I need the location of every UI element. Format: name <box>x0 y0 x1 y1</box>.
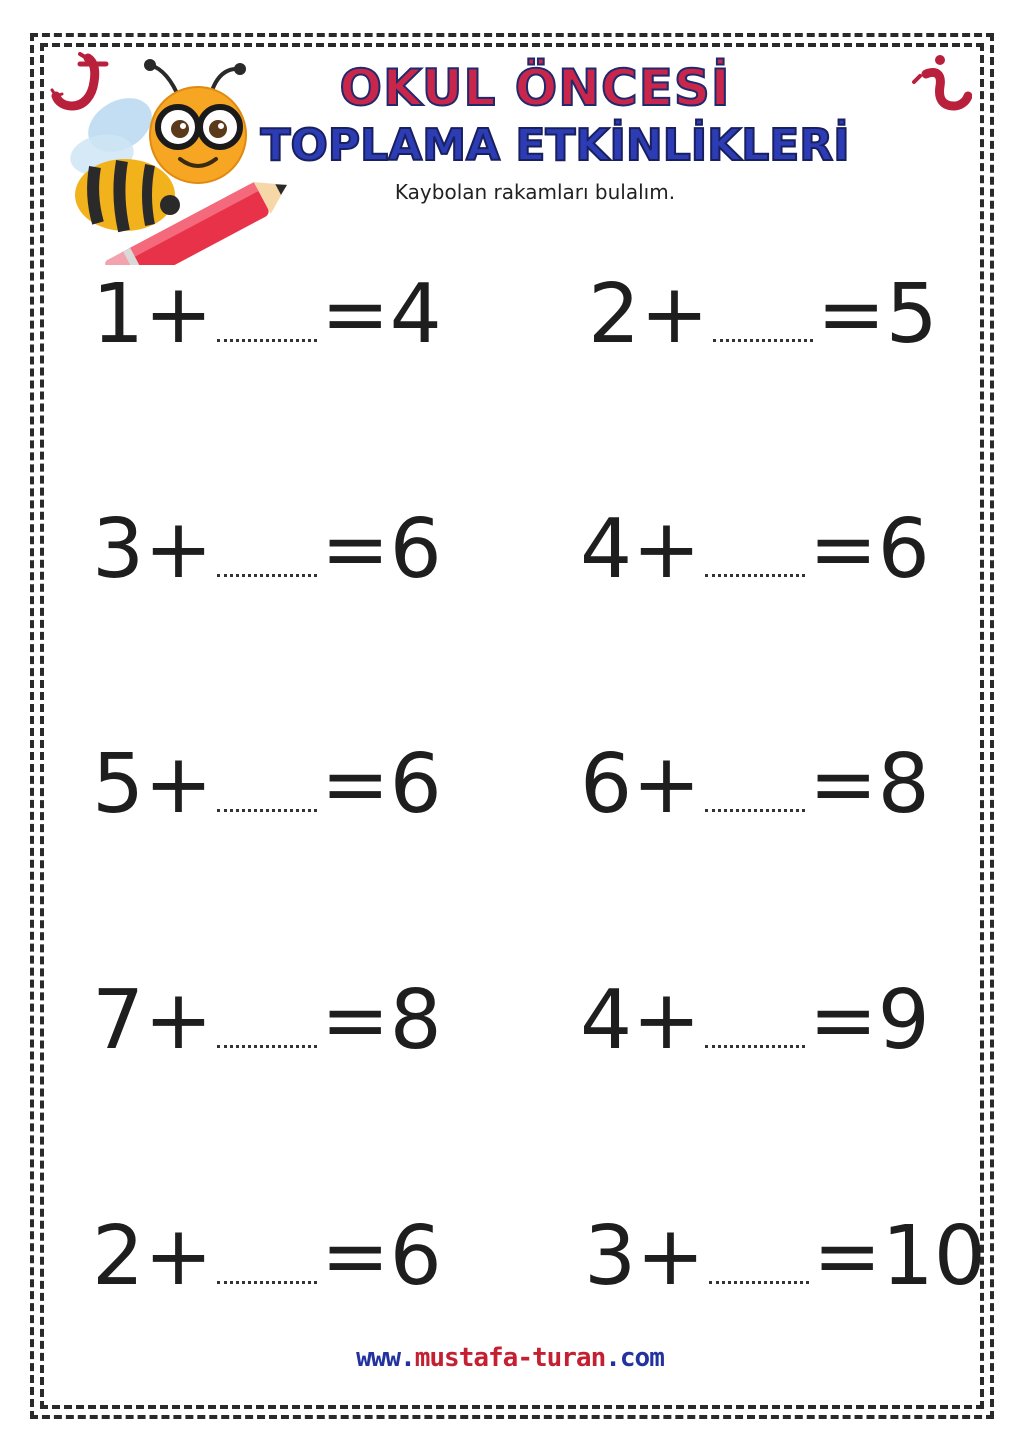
sum: 8 <box>389 973 442 1068</box>
sum: 6 <box>389 737 442 832</box>
answer-blank[interactable] <box>705 1039 805 1048</box>
answer-blank[interactable] <box>217 1275 317 1284</box>
plus-sign: + <box>632 737 701 832</box>
page-title: OKUL ÖNCESİ <box>339 59 731 117</box>
equals-sign: = <box>808 502 878 597</box>
answer-blank[interactable] <box>217 333 317 342</box>
plus-sign: + <box>144 502 213 597</box>
addend: 4 <box>580 502 633 597</box>
plus-sign: + <box>632 502 701 597</box>
equals-sign: = <box>812 1209 882 1304</box>
problem-1 <box>92 267 442 362</box>
footer-website-link[interactable] <box>300 1343 720 1373</box>
plus-sign: + <box>144 973 213 1068</box>
equals-sign: = <box>808 737 878 832</box>
addend: 3 <box>92 502 145 597</box>
problem-3 <box>92 502 442 597</box>
addend: 2 <box>92 1209 145 1304</box>
addend: 3 <box>584 1209 637 1304</box>
answer-blank[interactable] <box>217 1039 317 1048</box>
equals-sign: = <box>808 973 878 1068</box>
addend: 2 <box>588 267 641 362</box>
problem-2 <box>588 267 938 362</box>
footer-www: www. <box>356 1343 415 1373</box>
addend: 6 <box>580 737 633 832</box>
sum: 9 <box>877 973 930 1068</box>
sum: 6 <box>389 1209 442 1304</box>
plus-sign: + <box>144 267 213 362</box>
plus-sign: + <box>640 267 709 362</box>
footer-tld: .com <box>605 1343 664 1373</box>
equals-sign: = <box>320 737 390 832</box>
page-subtitle-title: TOPLAMA ETKİNLİKLERİ <box>260 120 850 171</box>
addend: 4 <box>580 973 633 1068</box>
problem-8 <box>580 973 930 1068</box>
problem-6 <box>580 737 930 832</box>
sum: 5 <box>885 267 938 362</box>
answer-blank[interactable] <box>705 803 805 812</box>
problem-7 <box>92 973 442 1068</box>
sum: 6 <box>389 502 442 597</box>
plus-sign: + <box>632 973 701 1068</box>
equals-sign: = <box>320 1209 390 1304</box>
addend: 1 <box>92 267 145 362</box>
equals-sign: = <box>320 267 390 362</box>
problem-4 <box>580 502 930 597</box>
sum: 10 <box>881 1209 986 1304</box>
addend: 7 <box>92 973 145 1068</box>
answer-blank[interactable] <box>705 568 805 577</box>
equals-sign: = <box>320 502 390 597</box>
plus-sign: + <box>636 1209 705 1304</box>
sum: 6 <box>877 502 930 597</box>
footer-domain-name: mustafa-turan <box>414 1343 606 1373</box>
problem-10 <box>584 1209 986 1304</box>
answer-blank[interactable] <box>713 333 813 342</box>
instruction-text: Kaybolan rakamları bulalım. <box>394 180 676 204</box>
addend: 5 <box>92 737 145 832</box>
sum: 8 <box>877 737 930 832</box>
answer-blank[interactable] <box>217 568 317 577</box>
problem-9 <box>92 1209 442 1304</box>
plus-sign: + <box>144 1209 213 1304</box>
sum: 4 <box>389 267 442 362</box>
equals-sign: = <box>320 973 390 1068</box>
plus-sign: + <box>144 737 213 832</box>
logo-i-icon <box>906 52 972 118</box>
equals-sign: = <box>816 267 886 362</box>
answer-blank[interactable] <box>217 803 317 812</box>
answer-blank[interactable] <box>709 1275 809 1284</box>
problem-5 <box>92 737 442 832</box>
